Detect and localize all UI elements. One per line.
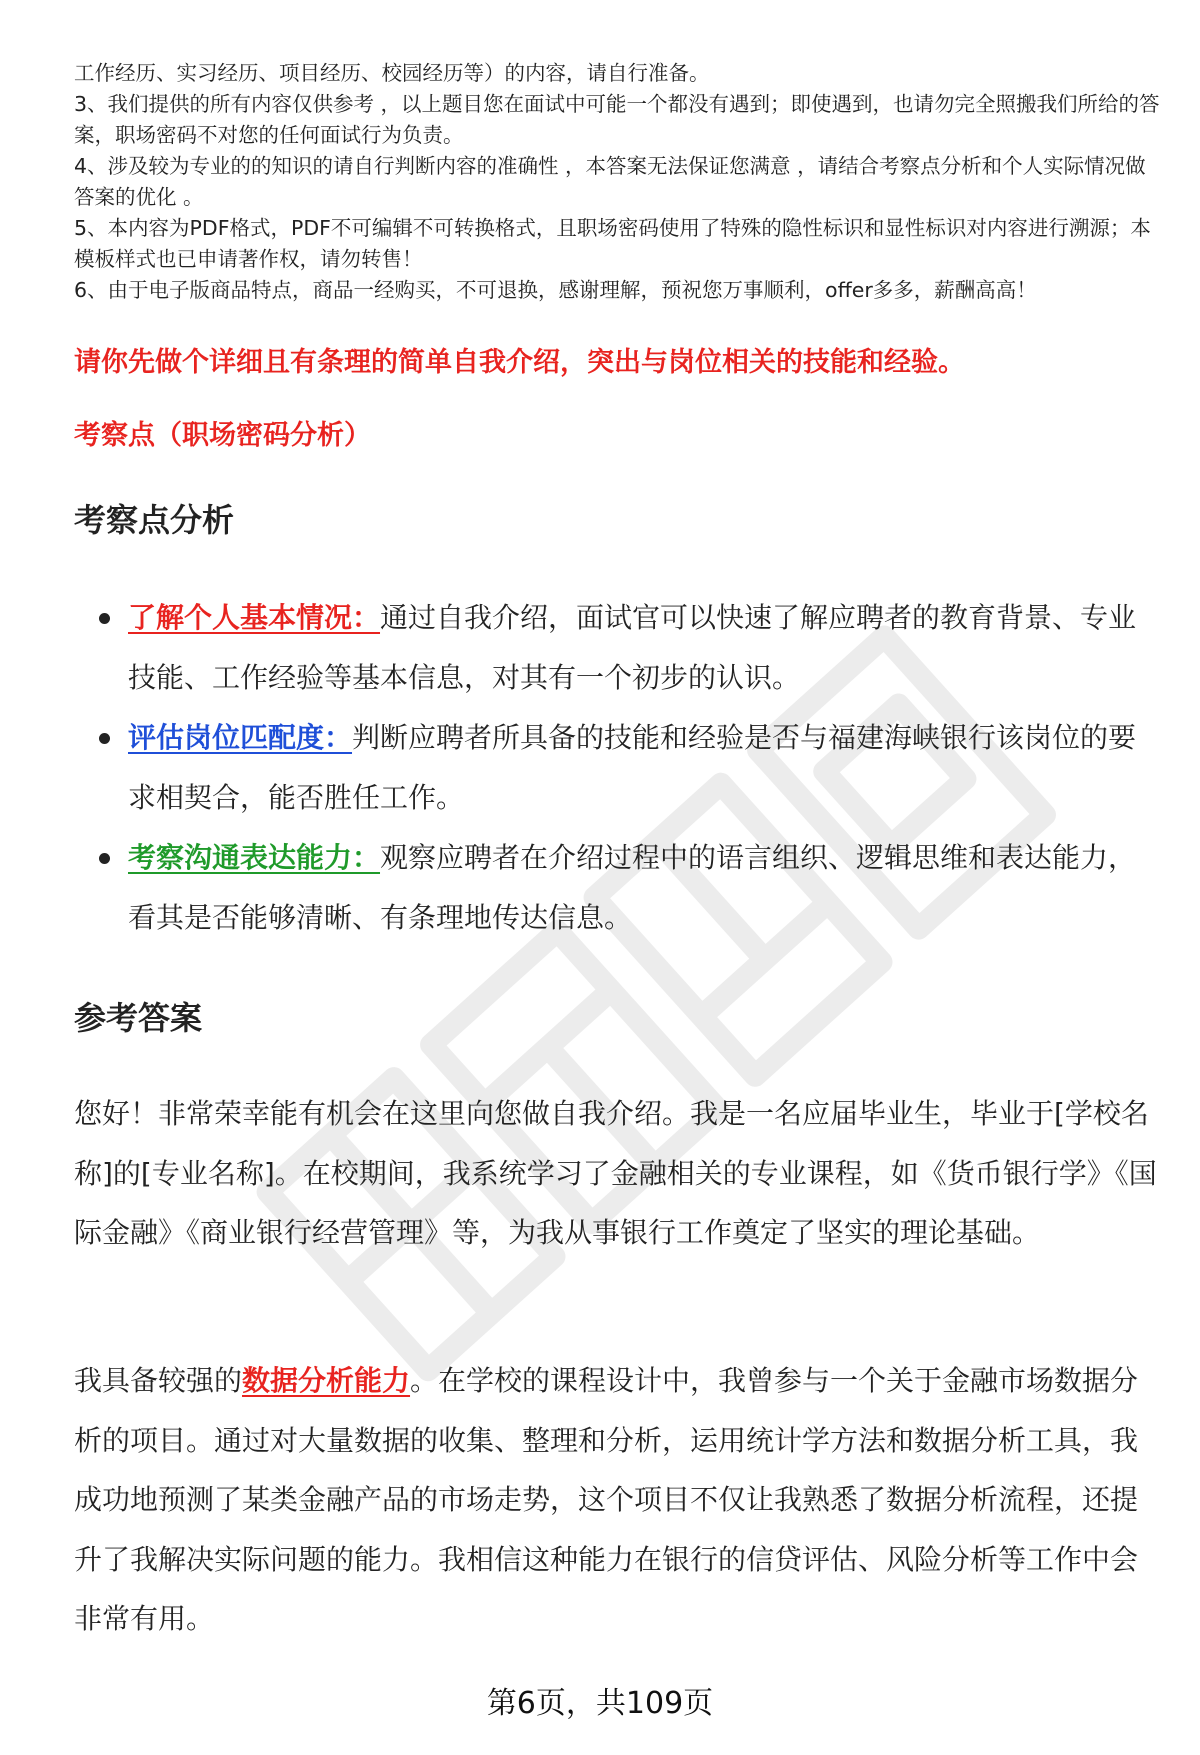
answer-paragraph: 您好！非常荣幸能有机会在这里向您做自我介绍。我是一名应届毕业生，毕业于[学校名称]的[专业名称]。在校期间，我系统学习了金融相关的专业课程，如《货币银行学》《国际金融》《商业银行经营管理》等，为我从事银行工作奠定了坚实的理论基础。 xyxy=(74,1097,1157,1249)
bullet-keyword: 了解个人基本情况： xyxy=(128,601,381,634)
notes-block xyxy=(74,58,1164,306)
list-item xyxy=(74,588,1164,708)
bullet-keyword: 考察沟通表达能力： xyxy=(128,841,381,874)
answer-heading: 参考答案 xyxy=(74,999,203,1037)
analysis-list xyxy=(74,588,1164,948)
interview-question: 请你先做个详细且有条理的简单自我介绍，突出与岗位相关的技能和经验。 xyxy=(74,347,965,378)
bullet-text: 通过自我介绍，面试官可以快速了解应聘者的教育背景、专业技能、工作经验等基本信息，对其有一个初步的认识。 xyxy=(128,601,1137,694)
page-number: 第6页，共109页 xyxy=(486,1686,714,1721)
note-line: 5、本内容为PDF格式，PDF不可编辑不可转换格式，且职场密码使用了特殊的隐性标识和显性标识对内容进行溯源；本模板样式也已申请著作权，请勿转售！ xyxy=(74,216,1151,271)
bullet-dot-icon xyxy=(99,613,110,624)
list-item xyxy=(74,828,1164,948)
paragraph-text: 。在学校的课程设计中，我曾参与一个关于金融市场数据分析的项目。通过对大量数据的收集、整理和分析，运用统计学方法和数据分析工具，我成功地预测了某类金融产品的市场走势，这个项目不仅让我熟悉了数据分析流程，还提升了我解决实际问题的能力。我相信这种能力在银行的信贷评估、风险分析等工作中会非常有用。 xyxy=(74,1364,1139,1635)
note-line: 6、由于电子版商品特点，商品一经购买，不可退换，感谢理解，预祝您万事顺利，offer多多，薪酬高高！ xyxy=(74,278,1037,302)
bullet-dot-icon xyxy=(99,733,110,744)
answer-paragraph xyxy=(74,1351,1164,1649)
note-line: 3、我们提供的所有内容仅供参考 ，以上题目您在面试中可能一个都没有遇到；即使遇到，也请勿完全照搬我们所给的答案，职场密码不对您的任何面试行为负责。 xyxy=(74,92,1160,147)
note-line: 工作经历、实习经历、项目经历、校园经历等）的内容，请自行准备。 xyxy=(74,61,710,85)
bullet-text: 观察应聘者在介绍过程中的语言组织、逻辑思维和表达能力，看其是否能够清晰、有条理地传达信息。 xyxy=(128,841,1137,934)
bullet-dot-icon xyxy=(99,853,110,864)
highlight-keyword: 数据分析能力 xyxy=(242,1364,411,1397)
bullet-text: 判断应聘者所具备的技能和经验是否与福建海峡银行该岗位的要求相契合，能否胜任工作。 xyxy=(128,721,1137,814)
note-line: 4、涉及较为专业的的知识的请自行判断内容的准确性 ，本答案无法保证您满意 ，请结合考察点分析和个人实际情况做答案的优化 。 xyxy=(74,154,1146,209)
analysis-heading: 考察点分析 xyxy=(74,501,235,539)
list-item xyxy=(74,708,1164,828)
analysis-tag: 考察点（职场密码分析） xyxy=(74,420,371,451)
bullet-keyword: 评估岗位匹配度： xyxy=(128,721,353,754)
paragraph-text: 我具备较强的 xyxy=(74,1364,243,1397)
